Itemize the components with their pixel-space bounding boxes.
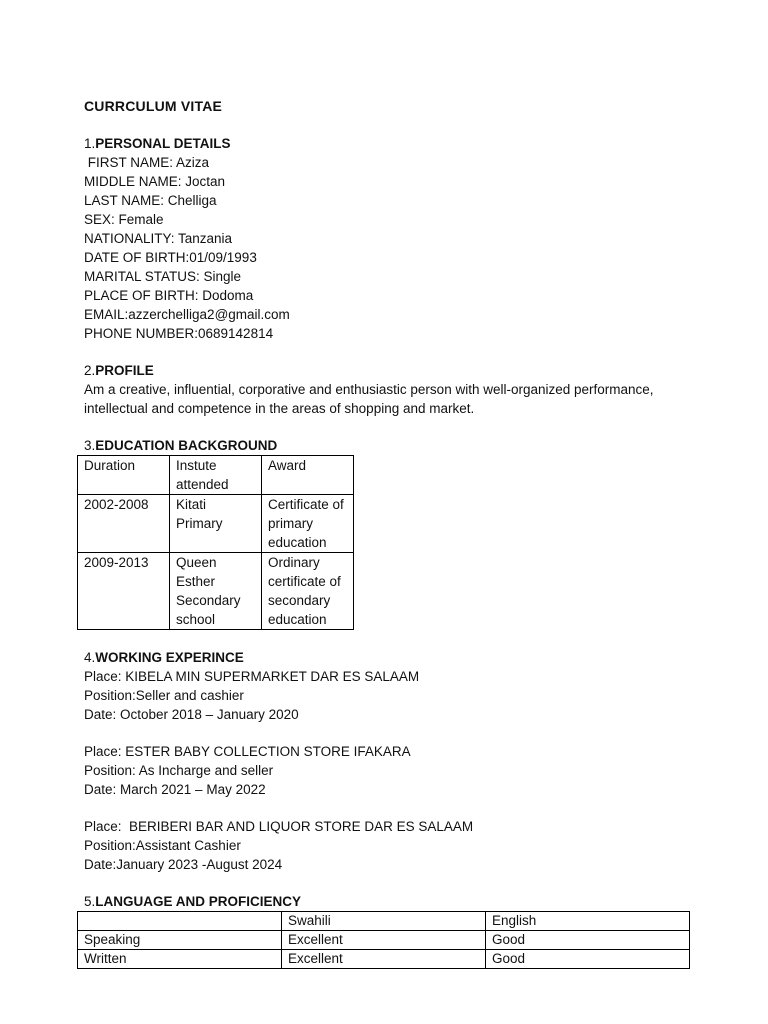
section-number: 4. [84,650,96,665]
personal-date-of-birth: DATE OF BIRTH:01/09/1993 [84,250,257,265]
section-number: 2. [84,363,96,378]
table-row [78,553,354,630]
profile-text: Am a creative, influential, corporative and enthusiastic person with well-organized performance, intellectual and competence in the areas of shopping and market. [84,382,654,416]
job-place: Place: KIBELA MIN SUPERMARKET DAR ES SALAAM [84,669,420,684]
personal-place-of-birth: PLACE OF BIRTH: Dodoma [84,288,254,303]
personal-middle-name: MIDDLE NAME: Joctan [84,174,226,189]
table-header-cell: Swahili [282,912,486,931]
section-label: LANGUAGE AND PROFICIENCY [95,894,302,909]
section-number: 1. [84,136,96,151]
job-position: Position:Seller and cashier [84,688,244,703]
table-header-cell: English [486,912,690,931]
spacer [84,724,694,742]
table-header-cell: Instute attended [170,456,262,495]
table-cell: Kitati Primary [170,495,262,553]
section-heading-language [84,892,694,911]
personal-sex: SEX: Female [84,212,164,227]
table-header-row [78,912,690,931]
table-row [78,931,690,950]
section-label: PERSONAL DETAILS [95,136,231,151]
table-cell: 2009-2013 [78,553,170,630]
job-place: Place: ESTER BABY COLLECTION STORE IFAKARA [84,744,411,759]
section-label: WORKING EXPERINCE [95,650,244,665]
section-label: EDUCATION BACKGROUND [95,438,278,453]
table-cell: Good [486,931,690,950]
table-cell: 2002-2008 [78,495,170,553]
table-row [78,495,354,553]
table-cell: Good [486,950,690,969]
table-cell: Queen Esther Secondary school [170,553,262,630]
table-cell: Speaking [78,931,282,950]
spacer [84,418,694,436]
section-number: 3. [84,438,96,453]
spacer [84,630,694,648]
section-label: PROFILE [95,363,154,378]
table-cell: Excellent [282,931,486,950]
job-entry [84,817,694,874]
section-heading-work [84,648,694,667]
personal-first-name: FIRST NAME: Aziza [84,155,210,170]
section-heading-education [84,436,694,455]
spacer [84,343,694,361]
table-cell: Ordinary certificate of secondary education [262,553,354,630]
job-entry [84,667,694,724]
job-date: Date: March 2021 – May 2022 [84,782,266,797]
spacer [84,874,694,892]
job-position: Position: As Incharge and seller [84,763,274,778]
spacer [84,799,694,817]
table-cell: Written [78,950,282,969]
table-header-cell [78,912,282,931]
document-title: CURRCULUM VITAE [84,98,223,114]
section-heading-personal [84,134,694,153]
table-header-cell: Award [262,456,354,495]
personal-details-list [84,153,694,343]
job-date: Date:January 2023 -August 2024 [84,857,283,872]
personal-marital-status: MARITAL STATUS: Single [84,269,242,284]
section-heading-profile [84,361,694,380]
table-cell: Certificate of primary education [262,495,354,553]
personal-phone: PHONE NUMBER:0689142814 [84,326,274,341]
table-cell: Excellent [282,950,486,969]
table-header-row [78,456,354,495]
table-header-cell: Duration [78,456,170,495]
table-row [78,950,690,969]
job-place: Place: BERIBERI BAR AND LIQUOR STORE DAR ES SALAAM [84,819,474,834]
job-entry [84,742,694,799]
job-position: Position:Assistant Cashier [84,838,241,853]
job-date: Date: October 2018 – January 2020 [84,707,299,722]
personal-email: EMAIL:azzerchelliga2@gmail.com [84,307,290,322]
personal-last-name: LAST NAME: Chelliga [84,193,217,208]
personal-nationality: NATIONALITY: Tanzania [84,231,233,246]
cv-content [84,97,694,969]
language-table [77,911,690,969]
section-number: 5. [84,894,96,909]
education-table [77,455,354,630]
